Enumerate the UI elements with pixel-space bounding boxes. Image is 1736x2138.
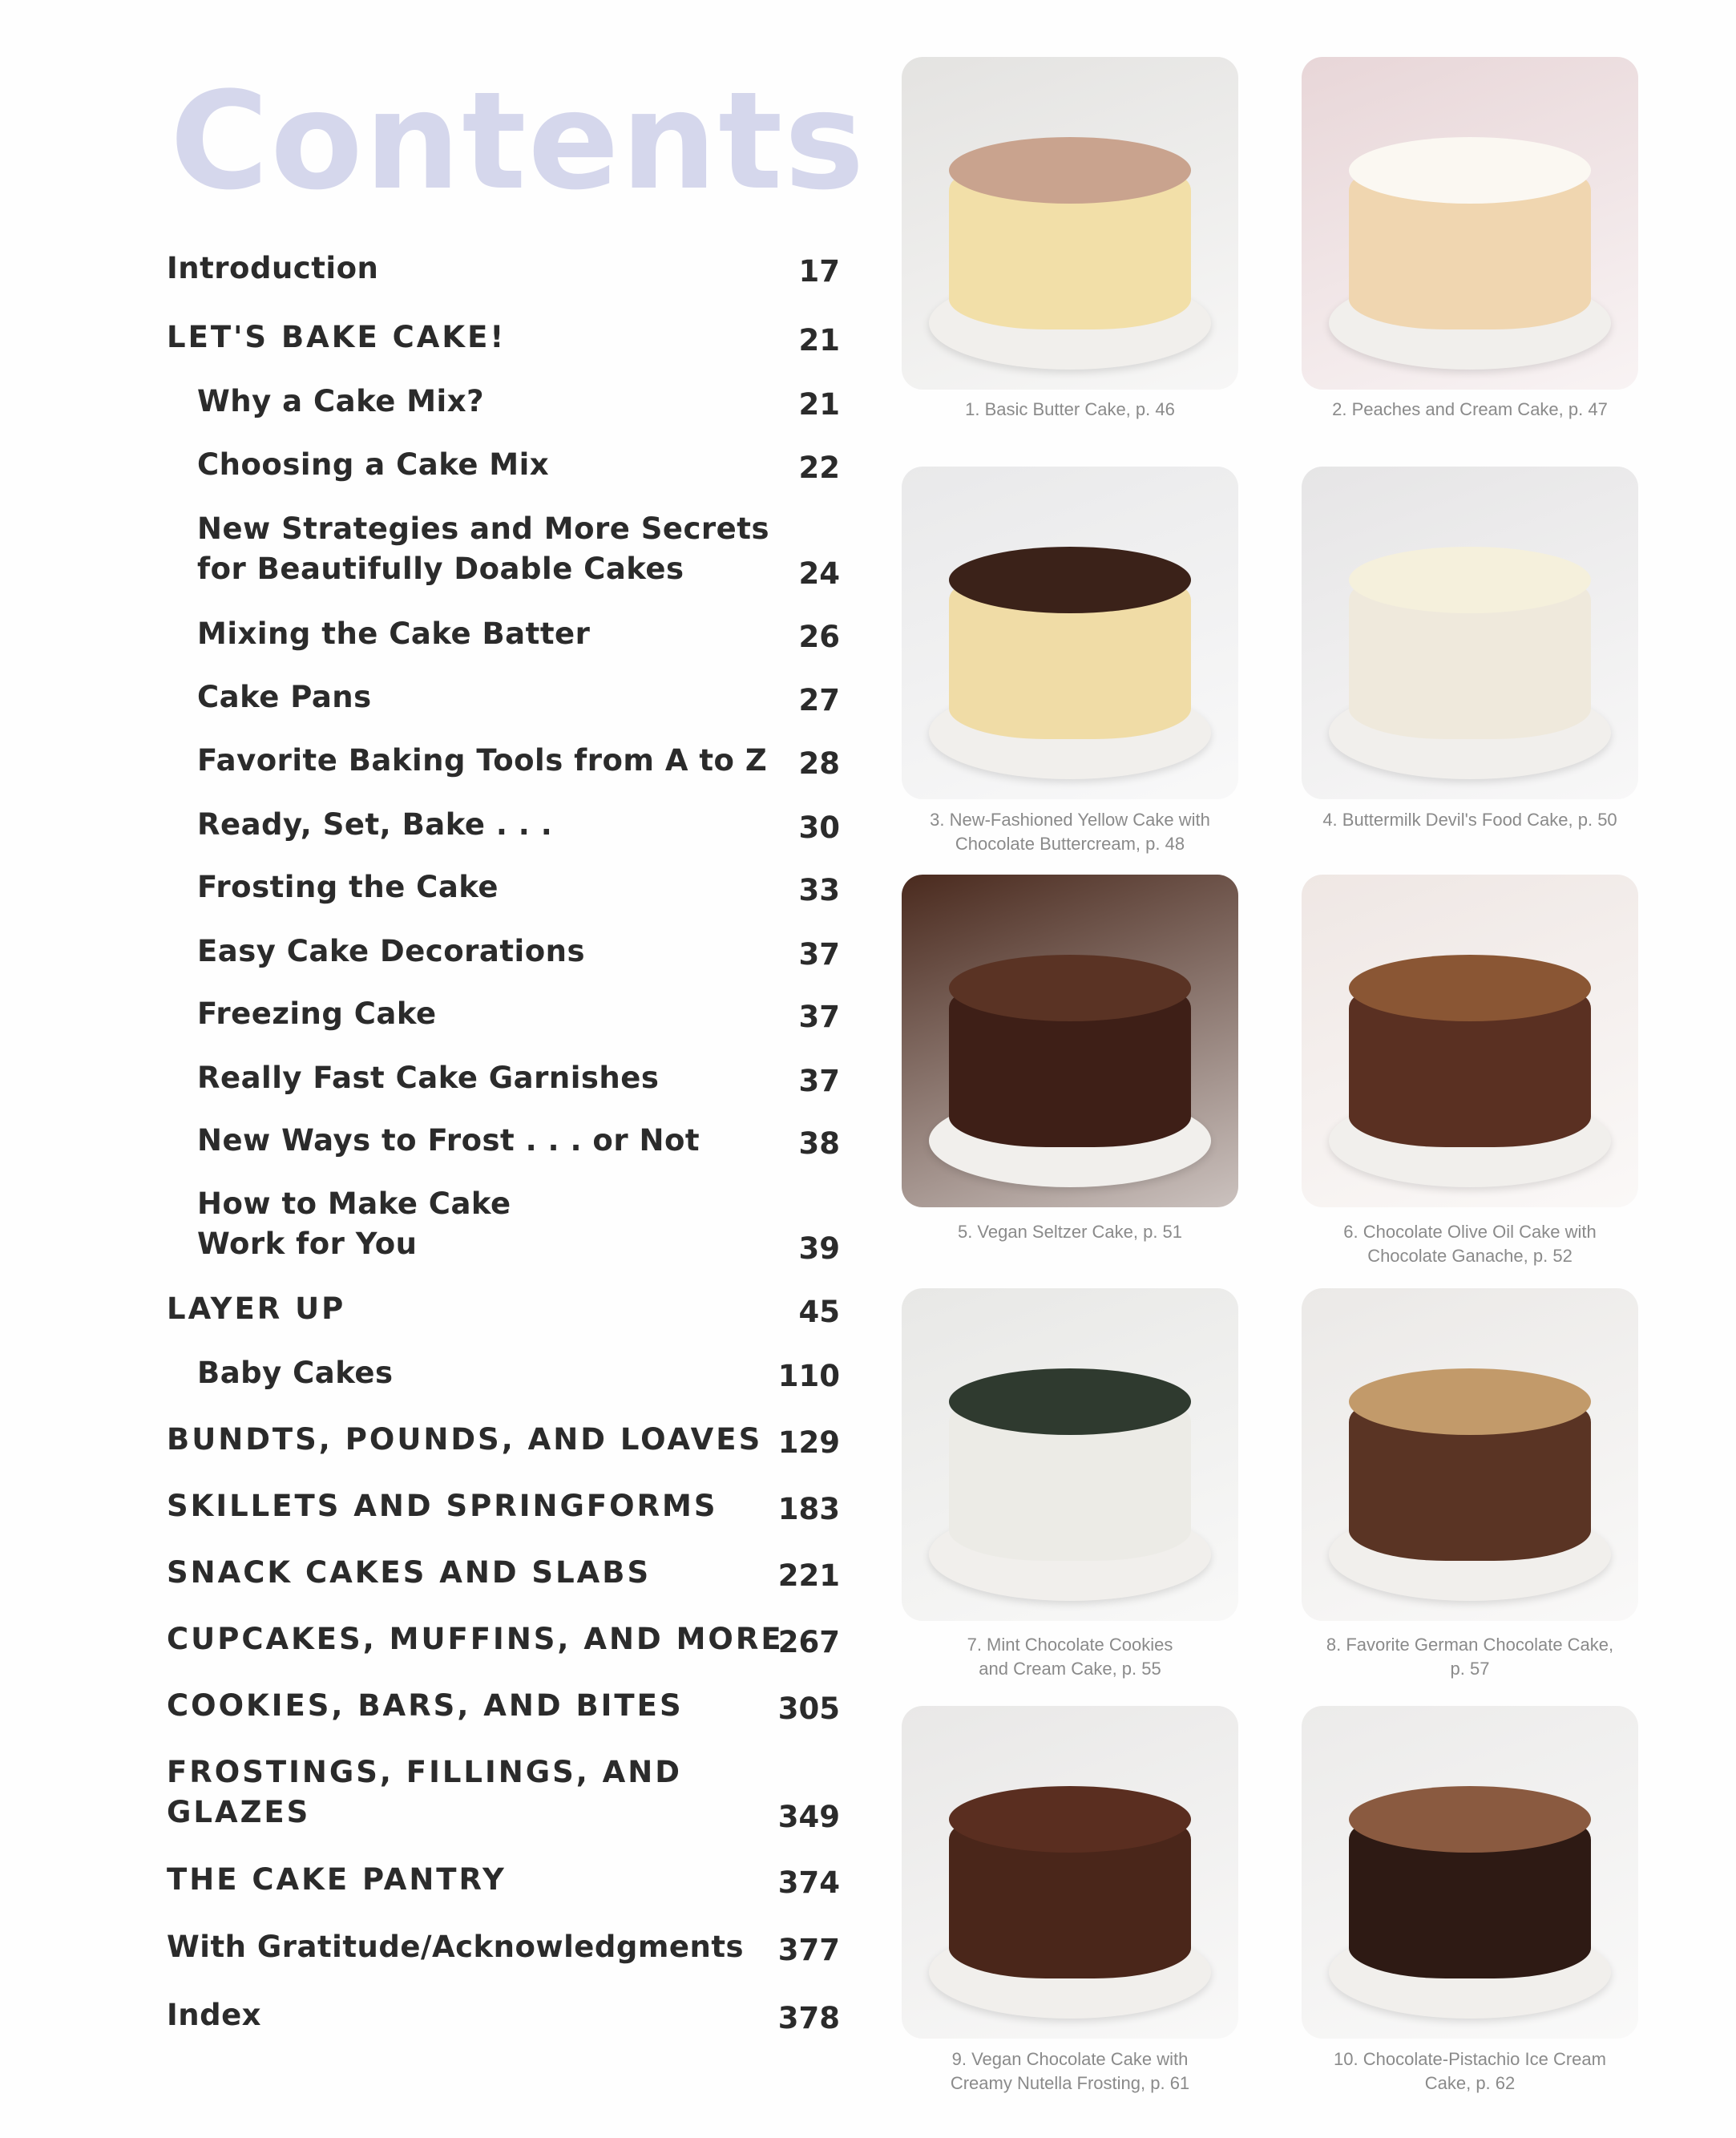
toc-page-number: 221 xyxy=(777,1558,840,1593)
toc-entry-title-line: Freezing Cake xyxy=(197,996,437,1031)
toc-page-number: 21 xyxy=(798,323,840,358)
toc-entry-title xyxy=(197,932,585,972)
photo-caption-line: 1. Basic Butter Cake, p. 46 xyxy=(965,399,1175,419)
photo-caption-line: 9. Vegan Chocolate Cake with xyxy=(951,2049,1189,2069)
toc-entry-title xyxy=(167,1486,718,1526)
toc-entry-title-line: Easy Cake Decorations xyxy=(197,934,586,968)
toc-entry-title-line: Favorite Baking Tools from A to Z xyxy=(197,743,768,778)
photo-caption xyxy=(886,808,1254,856)
toc-entry-title-line: SKILLETS AND SPRINGFORMS xyxy=(167,1489,718,1523)
photo-caption xyxy=(886,1633,1254,1681)
cake-photo xyxy=(1302,1706,1638,2039)
photo-caption xyxy=(1286,1220,1654,1268)
photo-caption xyxy=(886,398,1254,422)
photo-caption-line: Cake, p. 62 xyxy=(1424,2073,1516,2093)
toc-entry-title-line: Introduction xyxy=(167,251,379,285)
toc-entry-title xyxy=(197,1353,394,1393)
toc-page-number: 377 xyxy=(777,1933,840,1967)
cake-top xyxy=(1349,1786,1591,1853)
photo-caption-line: Chocolate Buttercream, p. 48 xyxy=(955,834,1185,854)
cake-photo xyxy=(902,1706,1238,2039)
toc-page-number: 374 xyxy=(777,1865,840,1900)
toc-entry-title xyxy=(167,1752,682,1833)
photo-caption xyxy=(1286,2047,1654,2096)
page-title: Contents xyxy=(170,63,866,220)
photo-caption-line: Chocolate Ganache, p. 52 xyxy=(1367,1246,1572,1266)
photo-caption xyxy=(886,1220,1254,1244)
photo-caption-line: and Cream Cake, p. 55 xyxy=(979,1659,1161,1679)
toc-entry-title xyxy=(167,249,378,289)
toc-entry-title-line: Really Fast Cake Garnishes xyxy=(197,1061,660,1095)
toc-entry-title-line: LET'S BAKE CAKE! xyxy=(167,320,507,354)
toc-entry-title xyxy=(167,1420,762,1460)
toc-page-number: 45 xyxy=(798,1295,840,1329)
toc-entry-title xyxy=(197,741,767,781)
toc-entry-title-line: Mixing the Cake Batter xyxy=(197,616,591,651)
toc-page-number: 378 xyxy=(777,2001,840,2035)
cake-top xyxy=(949,1368,1191,1435)
cake-top xyxy=(949,1786,1191,1853)
toc-entry-title xyxy=(197,509,769,589)
cake-photo xyxy=(902,1288,1238,1621)
toc-page-number: 27 xyxy=(798,683,840,717)
photo-caption-line: 8. Favorite German Chocolate Cake, xyxy=(1326,1635,1614,1655)
toc-page-number: 349 xyxy=(777,1800,840,1834)
toc-page-number: 21 xyxy=(798,387,840,422)
toc-entry-title xyxy=(167,1686,684,1726)
cake-photo xyxy=(1302,57,1638,390)
toc-entry-title xyxy=(197,382,484,422)
cake-photo xyxy=(1302,875,1638,1207)
toc-entry-title xyxy=(167,1995,261,2035)
photo-caption-line: 3. New-Fashioned Yellow Cake with xyxy=(930,810,1210,830)
toc-page-number: 129 xyxy=(777,1425,840,1460)
photo-caption-line: 7. Mint Chocolate Cookies xyxy=(967,1635,1173,1655)
toc-entry-title xyxy=(167,1927,744,1967)
toc-entry-title-line: BUNDTS, POUNDS, AND LOAVES xyxy=(167,1422,763,1457)
cake-top xyxy=(949,547,1191,613)
toc-entry-title xyxy=(197,445,549,485)
toc-entry-title-line: Frosting the Cake xyxy=(197,870,499,904)
toc-page-number: 33 xyxy=(798,873,840,907)
cake-photo xyxy=(902,467,1238,799)
photo-caption-line: 2. Peaches and Cream Cake, p. 47 xyxy=(1332,399,1608,419)
toc-entry-title-line: Why a Cake Mix? xyxy=(197,384,485,418)
toc-entry-title-line: Index xyxy=(167,1998,262,2032)
toc-entry-title xyxy=(197,994,437,1034)
toc-entry-title-line: Work for You xyxy=(197,1227,418,1261)
toc-entry-title-line: FROSTINGS, FILLINGS, AND xyxy=(167,1755,682,1789)
photo-caption-line: 6. Chocolate Olive Oil Cake with xyxy=(1343,1222,1597,1242)
photo-caption xyxy=(1286,808,1654,832)
toc-entry-title-line: GLAZES xyxy=(167,1795,311,1829)
cake-top xyxy=(1349,1368,1591,1435)
cake-photo xyxy=(902,57,1238,390)
toc-page-number: 38 xyxy=(798,1126,840,1161)
toc-entry-title xyxy=(167,1553,651,1593)
photo-caption-line: 5. Vegan Seltzer Cake, p. 51 xyxy=(957,1222,1183,1242)
toc-entry-title xyxy=(197,867,499,907)
photo-caption-line: 10. Chocolate-Pistachio Ice Cream xyxy=(1334,2049,1606,2069)
toc-page-number: 28 xyxy=(798,746,840,781)
photo-caption-line: 4. Buttermilk Devil's Food Cake, p. 50 xyxy=(1322,810,1617,830)
cake-photo xyxy=(902,875,1238,1207)
toc-entry-title xyxy=(197,677,372,717)
cake-photo xyxy=(1302,467,1638,799)
toc-entry-title-line: New Ways to Frost . . . or Not xyxy=(197,1123,700,1158)
toc-entry-title-line: Cake Pans xyxy=(197,680,372,714)
toc-entry-title-line: SNACK CAKES AND SLABS xyxy=(167,1555,652,1590)
toc-entry-title-line: New Strategies and More Secrets xyxy=(197,511,769,546)
toc-page-number: 305 xyxy=(777,1691,840,1726)
photo-caption xyxy=(1286,398,1654,422)
toc-entry-title-line: With Gratitude/Acknowledgments xyxy=(167,1930,745,1964)
toc-page-number: 267 xyxy=(777,1625,840,1659)
toc-entry-title-line: Choosing a Cake Mix xyxy=(197,447,550,482)
toc-page-number: 110 xyxy=(777,1359,840,1393)
toc-entry-title-line: COOKIES, BARS, AND BITES xyxy=(167,1688,684,1723)
toc-entry-title-line: Baby Cakes xyxy=(197,1356,394,1390)
toc-entry-title xyxy=(167,1289,345,1329)
toc-page-number: 183 xyxy=(777,1492,840,1526)
toc-page-number: 39 xyxy=(798,1231,840,1266)
cake-top xyxy=(949,137,1191,204)
toc-entry-title xyxy=(197,1184,511,1264)
toc-page-number: 37 xyxy=(798,937,840,972)
toc-entry-title xyxy=(197,1058,659,1098)
toc-entry-title xyxy=(197,1121,700,1161)
toc-entry-title-line: for Beautifully Doable Cakes xyxy=(197,552,684,586)
photo-caption-line: Creamy Nutella Frosting, p. 61 xyxy=(950,2073,1190,2093)
toc-entry-title-line: CUPCAKES, MUFFINS, AND MORE xyxy=(167,1622,784,1656)
toc-page-number: 37 xyxy=(798,1000,840,1034)
toc-entry-title-line: THE CAKE PANTRY xyxy=(167,1862,507,1897)
toc-entry-title xyxy=(167,1860,507,1900)
toc-page-number: 17 xyxy=(798,254,840,289)
toc-page-number: 24 xyxy=(798,556,840,591)
toc-page-number: 26 xyxy=(798,620,840,654)
toc-entry-title xyxy=(167,317,506,358)
photo-caption xyxy=(1286,1633,1654,1681)
cake-top xyxy=(1349,547,1591,613)
toc-entry-title xyxy=(197,614,590,654)
toc-entry-title-line: How to Make Cake xyxy=(197,1186,511,1221)
cake-top xyxy=(1349,955,1591,1021)
toc-page-number: 22 xyxy=(798,451,840,485)
toc-entry-title-line: Ready, Set, Bake . . . xyxy=(197,807,553,842)
toc-page-number: 37 xyxy=(798,1064,840,1098)
photo-caption-line: p. 57 xyxy=(1450,1659,1490,1679)
toc-page-number: 30 xyxy=(798,810,840,845)
toc-entry-title xyxy=(167,1619,784,1659)
photo-caption xyxy=(886,2047,1254,2096)
cake-top xyxy=(1349,137,1591,204)
toc-entry-title xyxy=(197,805,552,845)
toc-entry-title-line: LAYER UP xyxy=(167,1291,346,1326)
cake-photo xyxy=(1302,1288,1638,1621)
cake-top xyxy=(949,955,1191,1021)
